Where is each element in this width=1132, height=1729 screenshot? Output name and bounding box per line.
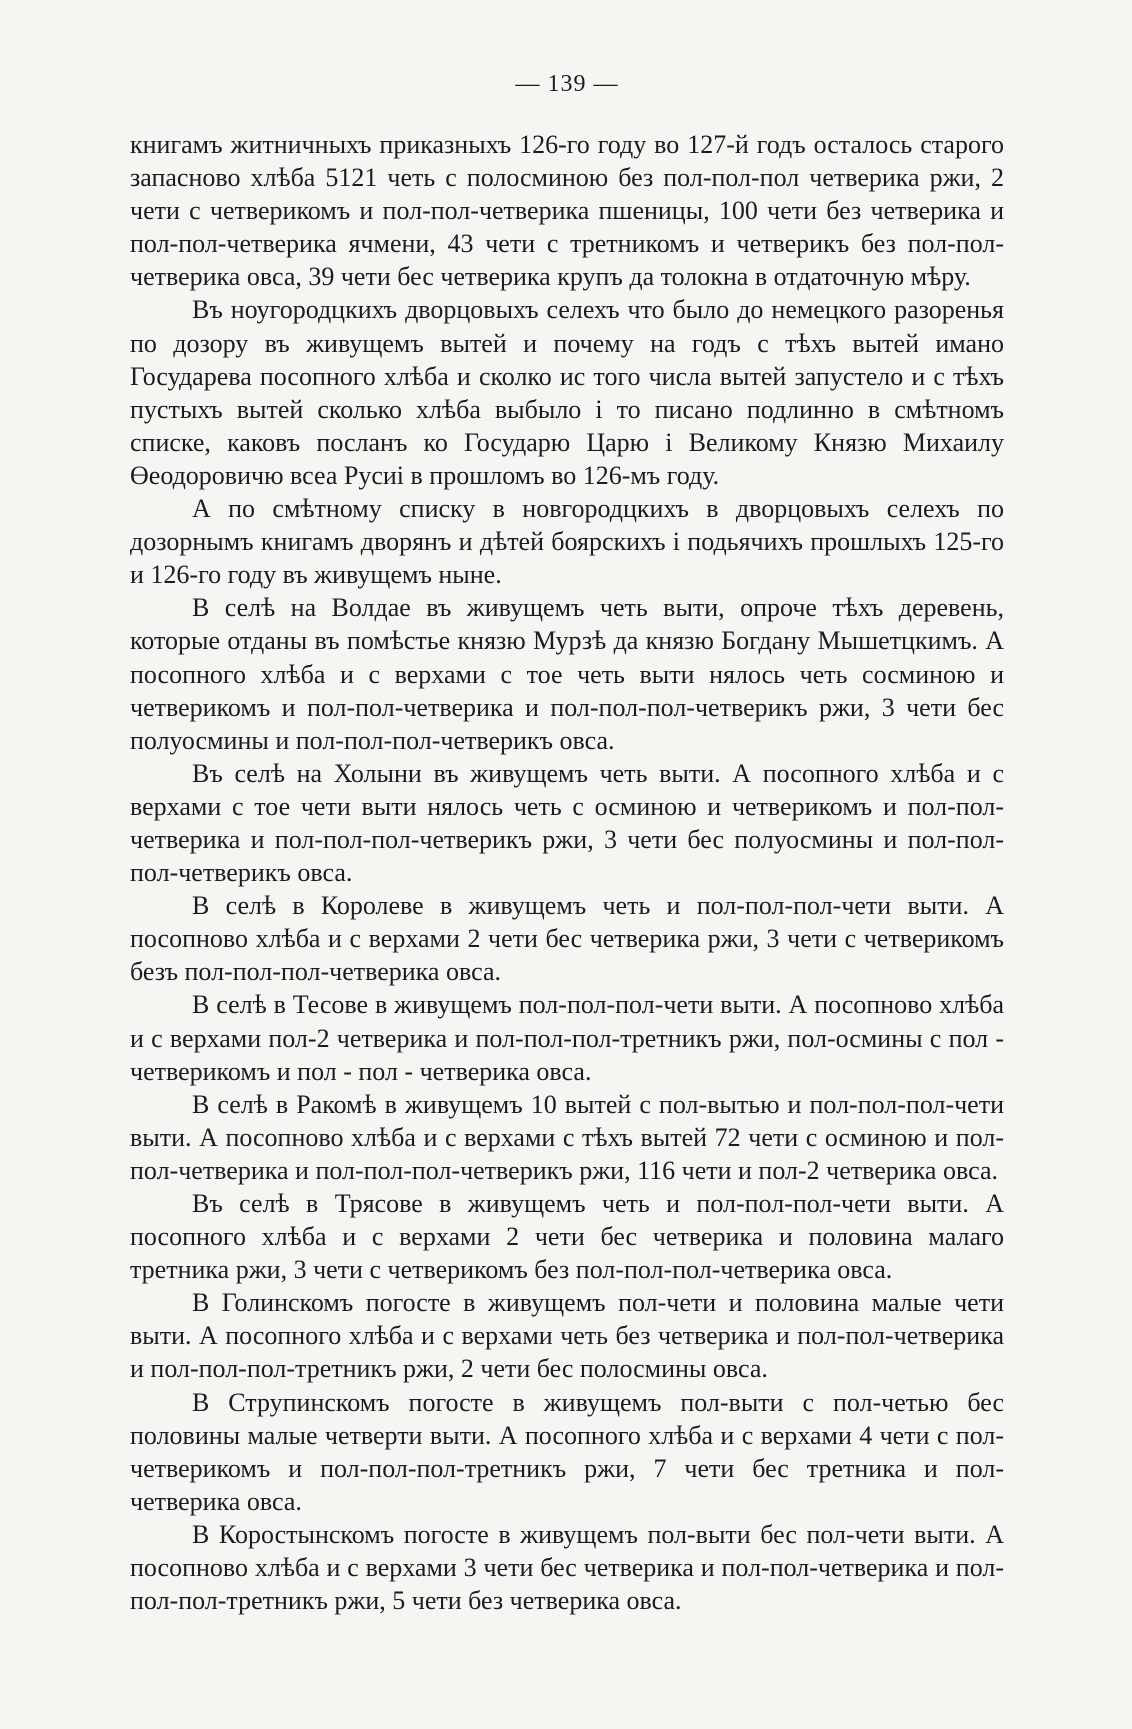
paragraph-12: В Коростынскомъ погосте в живущемъ пол-выти бес пол-чети выти. А посопново хлѣба и с верхами 3 чети бес четверика и пол-пол-четверика и пол-пол-пол-третникъ ржи, 5 чети без четверика овса.: [130, 1519, 1004, 1616]
page-number: — 139 —: [515, 71, 619, 97]
paragraph-6: В селѣ в Королеве в живущемъ четь и пол-пол-пол-чети выти. А посопново хлѣба и с верхами 2 чети бес четверика ржи, 3 чети с четверикомъ безъ пол-пол-пол-четверика овса.: [130, 891, 1004, 987]
paragraph-3: А по смѣтному списку в новгородцкихъ в дворцовыхъ селехъ по дозорнымъ книгамъ дворянъ и дѣтей боярскихъ і подьячихъ прошлыхъ 125-го и 126-го году въ живущемъ ныне.: [130, 494, 1004, 590]
paragraph-4: В селѣ на Волдае въ живущемъ четь выти, опроче тѣхъ деревень, которые отданы въ помѣстье князю Мурзѣ да князю Богдану Мышетцкимъ. А посопного хлѣба и с верхами с тое четь выти нялось четь сосминою и четверикомъ и пол-пол-четверика и пол-пол-пол-четверикъ ржи, 3 чети бес полуосмины и пол-пол-пол-четверикъ овса.: [130, 593, 1004, 755]
paragraph-11: В Струпинскомъ погосте в живущемъ пол-выти с пол-четью бес половины малые четверти выти. А посопного хлѣба и с верхами 4 чети с пол-четверикомъ и пол-пол-пол-третникъ ржи, 7 чети бес третника и пол-четверика овса.: [130, 1387, 1004, 1516]
paragraph-8: В селѣ в Ракомѣ в живущемъ 10 вытей с пол-вытью и пол-пол-пол-чети выти. А посопново хлѣба и с верхами с тѣхъ вытей 72 чети с осминою и пол-пол-четверика и пол-пол-пол-четверикъ ржи, 116 чети и пол-2 четверика овса.: [130, 1089, 1004, 1185]
paragraph-10: В Голинскомъ погосте в живущемъ пол-чети и половина малые чети выти. А посопного хлѣба и с верхами четь без четверика и пол-пол-четверика и пол-пол-пол-третникъ ржи, 2 чети бес полосмины овса.: [130, 1288, 1004, 1384]
paragraph-5: Въ селѣ на Холыни въ живущемъ четь выти. А посопного хлѣба и с верхами с тое чети выти нялось четь с осминою и четверикомъ и пол-пол-четверика и пол-пол-пол-четверикъ ржи, 3 чети бес полуосмины и пол-пол-пол-четверикъ овса.: [130, 758, 1004, 888]
paragraph-1: книгамъ житничныхъ приказныхъ 126-го году во 127-й годъ осталось старого запасново хлѣба 5121 четь с полосминою без пол-пол-пол четверика ржи, 2 чети с четверикомъ и пол-пол-четверика пшеницы, 100 чети без четверика и пол-пол-четверика ячмени, 43 чети с третникомъ и четверикъ без пол-пол-четверика овса, 39 чети бес четверика крупъ да толокна в отдаточную мѣру.: [130, 130, 1004, 292]
paragraph-2: Въ ноугородцкихъ дворцовыхъ селехъ что было до немецкого разоренья по дозору въ живущемъ вытей и почему на годъ с тѣхъ вытей имано Государева посопного хлѣба и сколко ис того числа вытей запустело и с тѣхъ пустыхъ вытей сколько хлѣба выбыло і то писано подлинно в смѣтномъ списке, каковъ посланъ ко Государю Царю і Великому Князю Михаилу Өеодоровичю всеа Русиі в прошломъ во 126-мъ году.: [130, 295, 1004, 490]
paragraph-9: Въ селѣ в Трясове в живущемъ четь и пол-пол-пол-чети выти. А посопного хлѣба и с верхами 2 чети бес четверика и половина малаго третника ржи, 3 чети с четверикомъ без пол-пол-пол-четверика овса.: [130, 1189, 1004, 1285]
paragraph-7: В селѣ в Тесове в живущемъ пол-пол-пол-чети выти. А посопново хлѣба и с верхами пол-2 четверика и пол-пол-пол-третникъ ржи, пол-осмины с пол - четверикомъ и пол - пол - четверика овса.: [130, 990, 1004, 1086]
body-text: [130, 128, 1004, 1617]
